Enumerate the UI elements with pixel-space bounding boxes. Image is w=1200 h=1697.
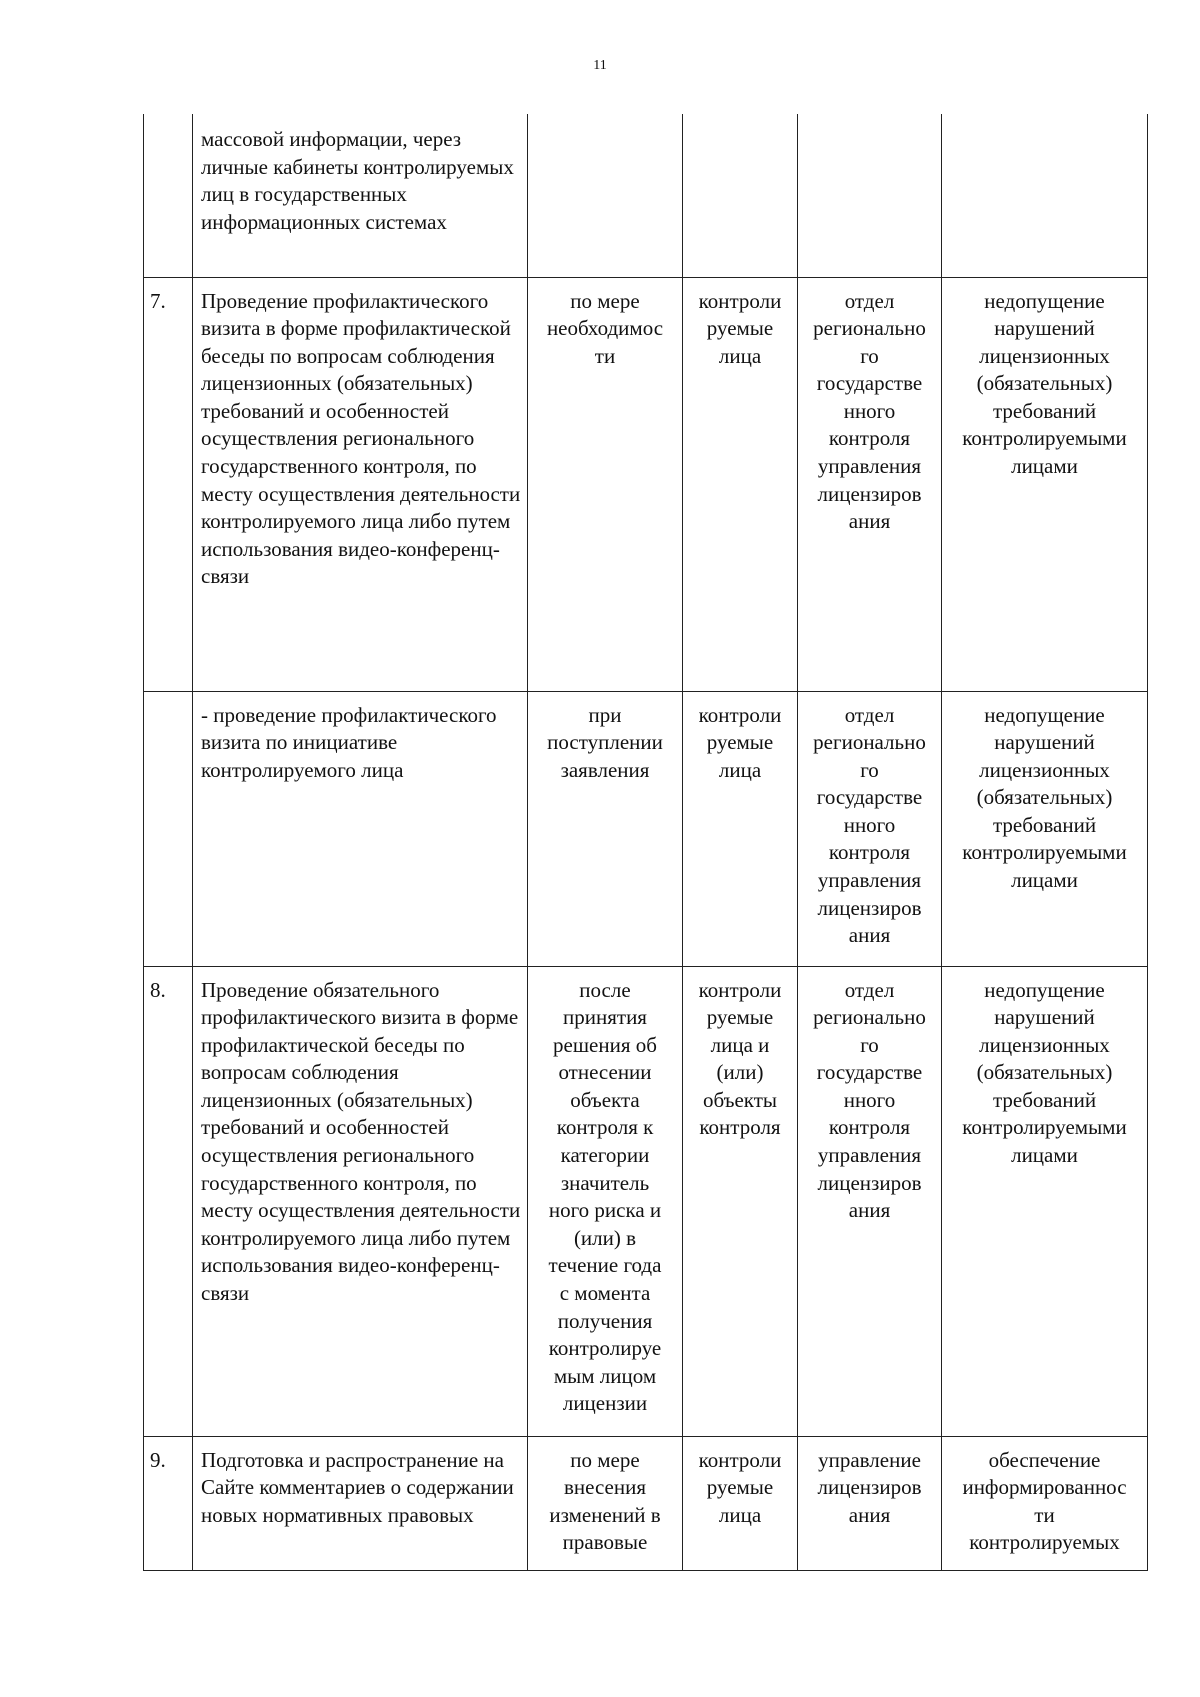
event-term: при поступлении заявления: [528, 691, 683, 966]
event-term: после принятия решения об отнесении объекта контроля к категории значитель ного риска и (или) в течение года с момента получения контролируе мым лицом лицензии: [528, 966, 683, 1436]
event-result: недопущение нарушений лицензионных (обязательных) требований контролируемыми лицами: [942, 966, 1148, 1436]
event-term: [528, 114, 683, 277]
row-number: 9.: [144, 1436, 193, 1570]
row-number: 7.: [144, 277, 193, 691]
event-description: Подготовка и распространение на Сайте комментариев о содержании новых нормативных правовых: [193, 1436, 528, 1570]
row-number: 8.: [144, 966, 193, 1436]
event-responsible: отдел регионально го государстве нного контроля управления лицензиров ания: [798, 966, 942, 1436]
event-result: обеспечение информированнос ти контролируемых: [942, 1436, 1148, 1570]
event-responsible: отдел регионально го государстве нного контроля управления лицензиров ания: [798, 277, 942, 691]
row-number: [144, 114, 193, 277]
event-term: по мере необходимос ти: [528, 277, 683, 691]
prevention-plan-table: [143, 114, 1148, 1571]
table-row: [144, 1436, 1148, 1570]
event-subjects: [683, 114, 798, 277]
event-subjects: контроли руемые лица и (или) объекты контроля: [683, 966, 798, 1436]
event-subjects: контроли руемые лица: [683, 1436, 798, 1570]
event-subjects: контроли руемые лица: [683, 277, 798, 691]
event-responsible: [798, 114, 942, 277]
table-row: [144, 691, 1148, 966]
event-responsible: отдел регионально го государстве нного контроля управления лицензиров ания: [798, 691, 942, 966]
table-row: [144, 277, 1148, 691]
event-description: - проведение профилактического визита по инициативе контролируемого лица: [193, 691, 528, 966]
page-number: 11: [593, 58, 607, 73]
event-responsible: управление лицензиров ания: [798, 1436, 942, 1570]
event-result: [942, 114, 1148, 277]
event-description: массовой информации, через личные кабинеты контролируемых лиц в государственных информационных системах: [193, 114, 528, 277]
event-description: Проведение профилактического визита в форме профилактической беседы по вопросам соблюдения лицензионных (обязательных) требований и особенностей осуществления регионального государственного контроля, по месту осуществления деятельности контролируемого лица либо путем использования видео-конференц-связи: [193, 277, 528, 691]
event-description: Проведение обязательного профилактического визита в форме профилактической беседы по вопросам соблюдения лицензионных (обязательных) требований и особенностей осуществления регионального государственного контроля, по месту осуществления деятельности контролируемого лица либо путем использования видео-конференц-связи: [193, 966, 528, 1436]
row-number: [144, 691, 193, 966]
event-result: недопущение нарушений лицензионных (обязательных) требований контролируемыми лицами: [942, 691, 1148, 966]
table-row: [144, 114, 1148, 277]
event-result: недопущение нарушений лицензионных (обязательных) требований контролируемыми лицами: [942, 277, 1148, 691]
table-row: [144, 966, 1148, 1436]
event-subjects: контроли руемые лица: [683, 691, 798, 966]
event-term: по мере внесения изменений в правовые: [528, 1436, 683, 1570]
